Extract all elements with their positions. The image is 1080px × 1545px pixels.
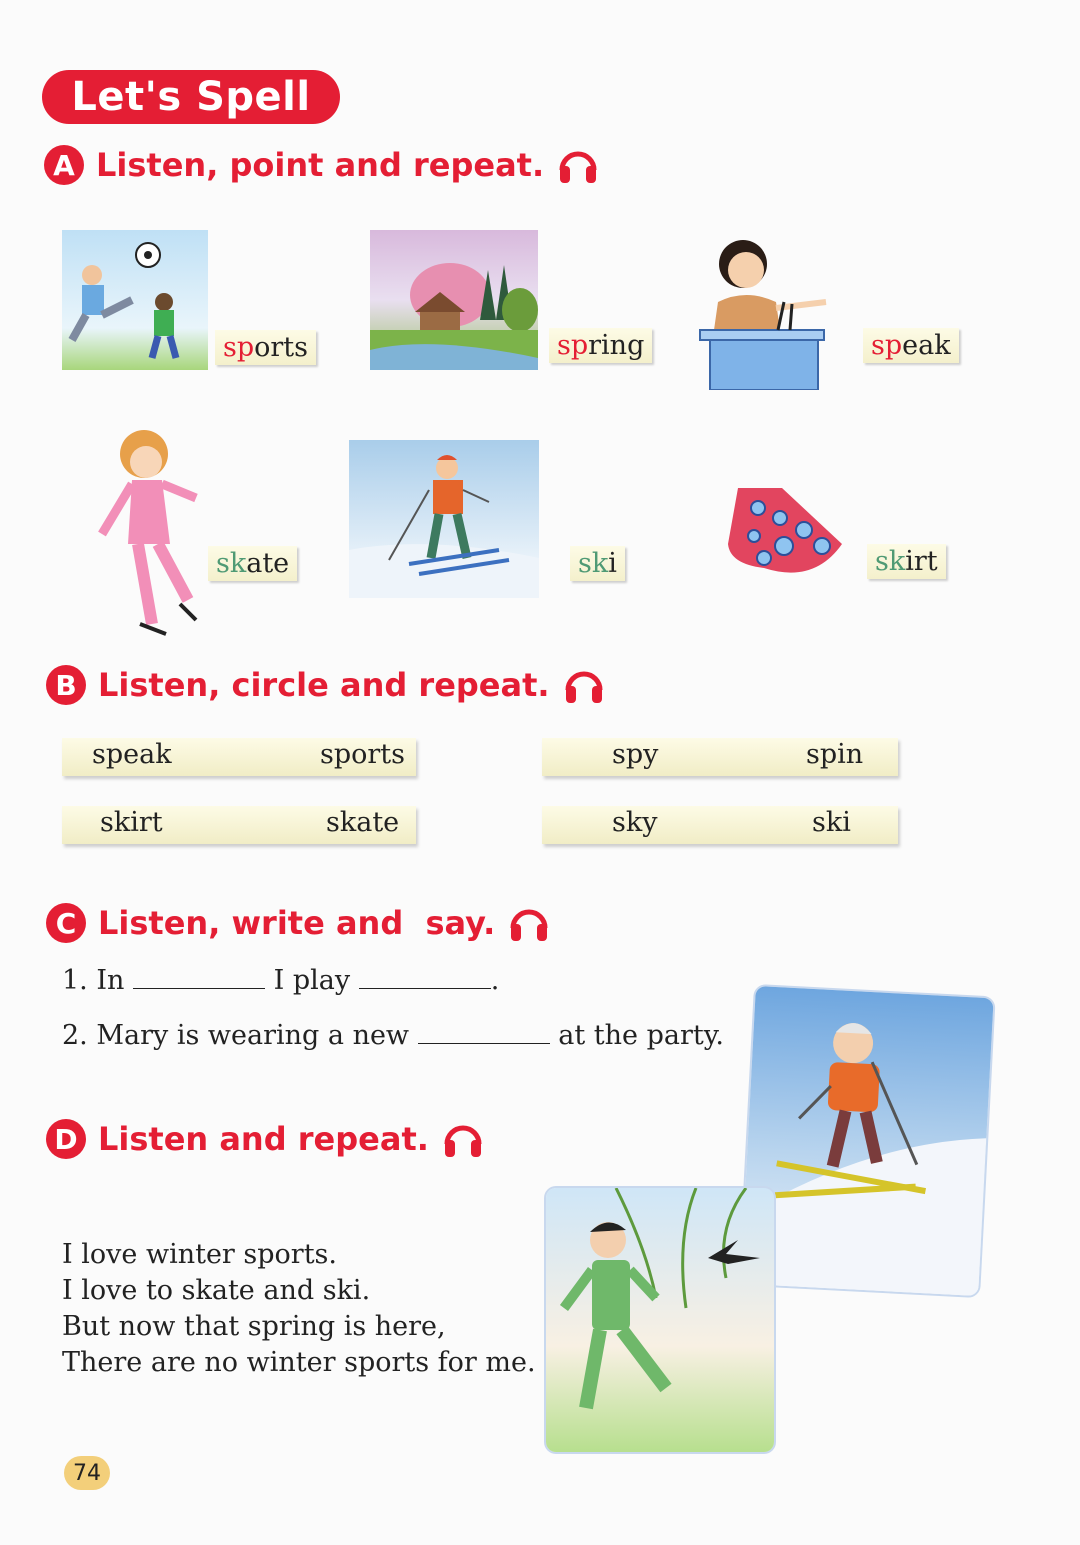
poem-line: There are no winter sports for me. — [62, 1347, 536, 1378]
word-card: ski — [570, 546, 625, 581]
section-b-header — [46, 664, 606, 706]
poem — [62, 1237, 536, 1381]
spring-illustration — [370, 230, 538, 370]
word-option[interactable]: ski — [812, 807, 851, 838]
word-option[interactable]: sports — [320, 739, 406, 770]
headphones-icon[interactable] — [441, 1118, 485, 1160]
circle-pair-row — [542, 806, 898, 844]
grandpa-skiing-card — [740, 986, 993, 1296]
headphones-icon[interactable] — [507, 902, 551, 944]
word-option[interactable]: sky — [612, 807, 658, 838]
section-letter: B — [46, 665, 86, 705]
lesson-title: Let's Spell — [42, 70, 340, 124]
page-number: 74 — [64, 1456, 110, 1490]
headphones-icon[interactable] — [556, 144, 600, 186]
section-heading: Listen, write and say. — [98, 904, 496, 942]
section-heading: Listen, circle and repeat. — [98, 666, 550, 704]
poem-line: I love winter sports. — [62, 1239, 337, 1270]
answer-blank[interactable] — [133, 964, 265, 989]
word-option[interactable]: spin — [806, 739, 864, 770]
circle-pair-row — [62, 738, 416, 776]
skirt-illustration — [724, 484, 846, 584]
section-heading: Listen and repeat. — [98, 1120, 429, 1158]
soccer-illustration — [62, 230, 208, 370]
sentence-1: 1. In I play . — [62, 965, 500, 996]
girl-speaking-illustration — [698, 224, 832, 390]
word-option[interactable]: speak — [92, 739, 172, 770]
poem-line: But now that spring is here, — [62, 1311, 446, 1342]
answer-blank[interactable] — [418, 1019, 550, 1044]
section-letter: C — [46, 903, 86, 943]
section-letter: A — [44, 145, 84, 185]
answer-blank[interactable] — [359, 964, 491, 989]
boy-running-card — [546, 1188, 774, 1452]
section-d-header — [46, 1118, 485, 1160]
word-option[interactable]: skate — [326, 807, 400, 838]
word-card: spring — [549, 328, 652, 363]
section-c-header — [46, 902, 551, 944]
word-card: speak — [863, 328, 959, 363]
word-option[interactable]: skirt — [100, 807, 163, 838]
section-a-header — [44, 144, 600, 186]
word-card: skirt — [867, 544, 946, 579]
circle-pair-row — [62, 806, 416, 844]
circle-pair-row — [542, 738, 898, 776]
word-card: sports — [215, 330, 316, 365]
poem-line: I love to skate and ski. — [62, 1275, 371, 1306]
skater-illustration — [92, 424, 204, 638]
section-letter: D — [46, 1119, 86, 1159]
word-card: skate — [208, 546, 297, 581]
sentence-2: 2. Mary is wearing a new at the party. — [62, 1020, 724, 1051]
headphones-icon[interactable] — [562, 664, 606, 706]
skier-illustration — [349, 440, 539, 598]
word-option[interactable]: spy — [612, 739, 659, 770]
section-heading: Listen, point and repeat. — [96, 146, 545, 184]
